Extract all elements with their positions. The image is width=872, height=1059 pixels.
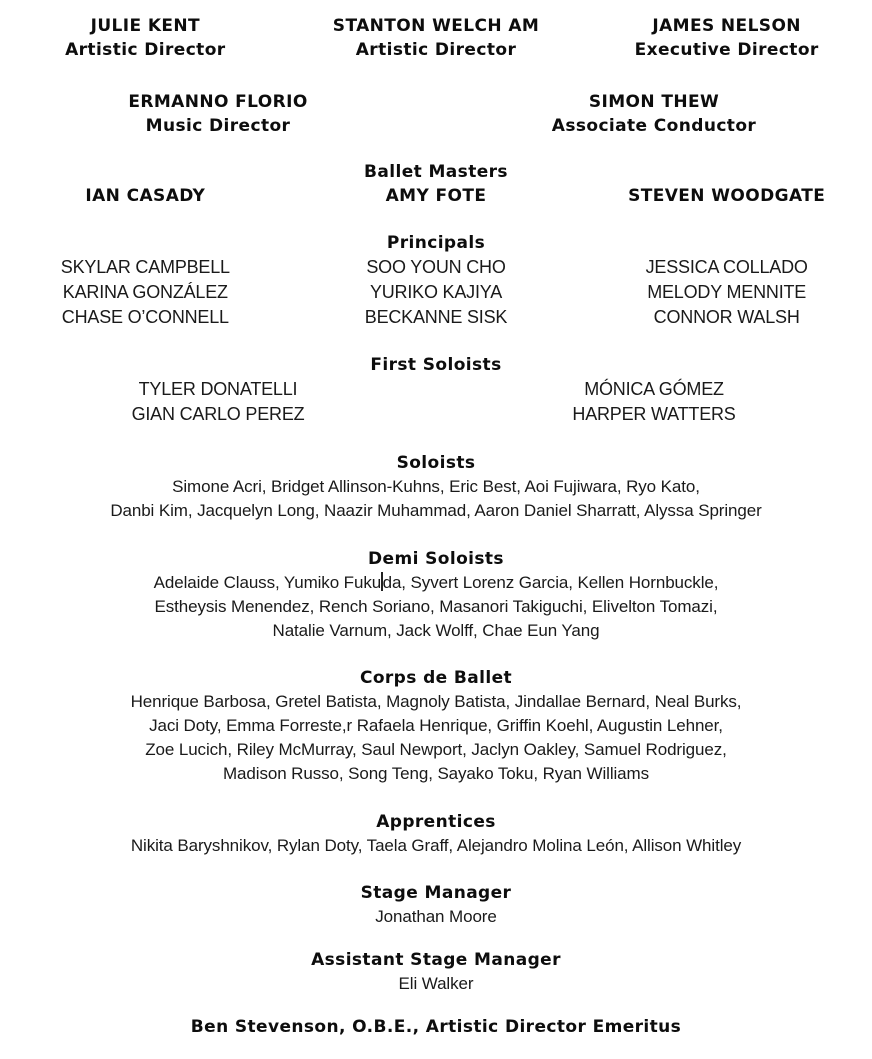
principals-column: [291, 255, 582, 330]
principal-name: SKYLAR CAMPBELL: [60, 257, 230, 277]
ballet-master-name: STEVEN WOODGATE: [628, 186, 826, 206]
section-assistant-stage-manager: [0, 948, 872, 996]
stage-manager-name: Jonathan Moore: [375, 907, 497, 926]
director-title: Artistic Director: [65, 40, 226, 60]
demi-soloists-line-end: da, Syvert Lorenz Garcia, Kellen Hornbuckle,: [382, 573, 719, 592]
demi-soloists-line: [0, 571, 872, 595]
corps-line: Jaci Doty, Emma Forreste,r Rafaela Henrique, Griffin Koehl, Augustin Lehner,: [149, 716, 723, 735]
first-soloist-name: MÓNICA GÓMEZ: [584, 379, 724, 399]
music-staff-name: ERMANNO FLORIO: [128, 92, 308, 112]
principal-name: SOO YOUN CHO: [366, 257, 506, 277]
section-heading: First Soloists: [370, 355, 502, 375]
director-name: JAMES NELSON: [652, 16, 801, 36]
apprentices-line: Nikita Baryshnikov, Rylan Doty, Taela Graff, Alejandro Molina León, Allison Whitley: [130, 836, 742, 855]
section-heading: Demi Soloists: [368, 549, 504, 569]
assistant-stage-manager-name: Eli Walker: [398, 974, 474, 993]
section-ballet-masters: [0, 160, 872, 208]
corps-line: Madison Russo, Song Teng, Sayako Toku, Ryan Williams: [223, 764, 649, 783]
music-staff-title: Music Director: [145, 116, 291, 136]
demi-soloists-line-start: Adelaide Clauss, Yumiko Fuku: [153, 573, 382, 592]
directors-row: [0, 14, 872, 62]
principals-column: [0, 255, 291, 330]
first-soloist-name: HARPER WATTERS: [572, 404, 736, 424]
principal-name: CHASE O’CONNELL: [61, 307, 229, 327]
demi-soloists-line: Estheysis Menendez, Rench Soriano, Masanori Takiguchi, Elivelton Tomazi,: [154, 597, 718, 616]
section-heading: Apprentices: [376, 812, 496, 832]
soloists-line: Simone Acri, Bridget Allinson-Kuhns, Eric Best, Aoi Fujiwara, Ryo Kato,: [172, 477, 700, 496]
ballet-masters-row: [0, 184, 872, 208]
first-soloists-grid: [0, 377, 872, 427]
principal-name: JESSICA COLLADO: [645, 257, 808, 277]
director-julie-kent: [0, 14, 291, 62]
principal-name: KARINA GONZÁLEZ: [62, 282, 228, 302]
first-soloists-column: [0, 377, 436, 427]
ballet-master-name: AMY FOTE: [385, 186, 487, 206]
section-heading: Stage Manager: [360, 883, 512, 903]
music-staff-row: [0, 90, 872, 138]
principals-column: [581, 255, 872, 330]
first-soloist-name: TYLER DONATELLI: [138, 379, 298, 399]
principal-name: CONNOR WALSH: [653, 307, 800, 327]
emeritus-line: Ben Stevenson, O.B.E., Artistic Director Emeritus: [190, 1017, 682, 1037]
demi-soloists-line: Natalie Varnum, Jack Wolff, Chae Eun Yang: [272, 621, 600, 640]
director-name: STANTON WELCH AM: [332, 16, 540, 36]
section-first-soloists: [0, 353, 872, 427]
section-demi-soloists: [0, 547, 872, 643]
principal-name: MELODY MENNITE: [647, 282, 807, 302]
corps-line: Henrique Barbosa, Gretel Batista, Magnoly Batista, Jindallae Bernard, Neal Burks,: [130, 692, 742, 711]
principal-name: YURIKO KAJIYA: [369, 282, 503, 302]
section-heading: Soloists: [396, 453, 476, 473]
director-title: Artistic Director: [355, 40, 517, 60]
first-soloists-column: [436, 377, 872, 427]
corps-line: Zoe Lucich, Riley McMurray, Saul Newport, Jaclyn Oakley, Samuel Rodriguez,: [145, 740, 727, 759]
director-title: Executive Director: [634, 40, 819, 60]
director-stanton-welch: [291, 14, 582, 62]
section-heading: Assistant Stage Manager: [311, 950, 561, 970]
director-james-nelson: [581, 14, 872, 62]
first-soloist-name: GIAN CARLO PEREZ: [131, 404, 305, 424]
section-heading: Ballet Masters: [364, 162, 508, 182]
principal-name: BECKANNE SISK: [364, 307, 508, 327]
section-apprentices: [0, 810, 872, 858]
section-soloists: [0, 451, 872, 523]
principals-grid: [0, 255, 872, 330]
section-corps-de-ballet: [0, 666, 872, 786]
section-emeritus: [0, 1015, 872, 1039]
section-heading: Principals: [386, 233, 486, 253]
section-heading: Corps de Ballet: [359, 668, 513, 688]
music-director: [0, 90, 436, 138]
director-name: JULIE KENT: [90, 16, 201, 36]
section-principals: [0, 231, 872, 330]
ballet-master-name: IAN CASADY: [85, 186, 206, 206]
music-staff-name: SIMON THEW: [588, 92, 720, 112]
associate-conductor: [436, 90, 872, 138]
music-staff-title: Associate Conductor: [551, 116, 757, 136]
section-stage-manager: [0, 881, 872, 929]
soloists-line: Danbi Kim, Jacquelyn Long, Naazir Muhammad, Aaron Daniel Sharratt, Alyssa Springer: [110, 501, 762, 520]
